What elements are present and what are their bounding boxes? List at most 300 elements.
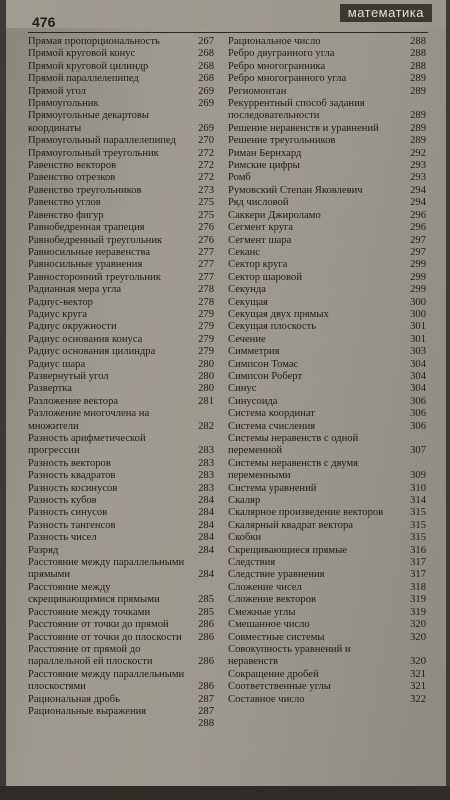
page-edge-shadow [0,786,450,800]
index-entry-term: Равносильные уравнения [28,259,143,271]
index-entry-page: 278 [198,284,214,296]
index-entry-page: 284 [198,495,214,507]
index-entry [28,706,214,718]
index-entry-page: 294 [410,184,426,196]
index-entry-term: Смежные углы [228,606,296,618]
index-entry [228,284,426,296]
index-entry-page: 279 [198,321,214,333]
index-entry-page: 283 [198,457,214,469]
index-entry [28,98,214,110]
running-head-section: математика [340,4,432,22]
index-entry-term: Радиус основания конуса [28,333,143,345]
index-entry-term: Расстояние от точки до прямой [28,619,169,631]
index-entry-term: Прямоугольный параллелепипед [28,135,176,147]
page-number: 476 [32,14,56,30]
index-entry-term: Следствия [228,557,276,569]
index-entry [28,334,214,346]
index-entry-term: Прямой круговой цилиндр [28,60,149,72]
index-entry-page: 289 [410,110,426,122]
index-entry-page: 289 [410,122,426,134]
index-entry-page: 294 [410,197,426,209]
index-entry-page: 277 [198,271,214,283]
index-entry-term: Решение треугольников [228,135,336,147]
index-entry [228,321,426,333]
index-entry [228,582,426,594]
index-entry-term: Саккери Джироламо [228,209,321,221]
index-entry-term: Секанс [228,246,260,258]
index-entry [228,359,426,371]
index-entry [228,532,426,544]
index-entry-term: Синусоида [228,395,278,407]
index-entry-term: Сектор шаровой [228,271,302,283]
index-entry-term: Расстояние между скрещивающимися прямыми [28,581,160,606]
index-entry-page: 278 [198,296,214,308]
index-entry-term: Система уравнений [228,482,317,494]
index-entry-page: 267 [198,36,214,47]
index-entry [28,495,214,507]
index-entry-page: 283 [198,482,214,494]
index-entry-page: 288 [410,48,426,60]
index-entry [28,48,214,60]
index-entry-page: 306 [410,420,426,432]
index-entry [228,135,426,147]
index-entry-term: Синус [228,383,257,395]
index-entry [28,619,214,631]
index-entry [228,172,426,184]
index-entry-term: Составное число [228,693,305,705]
index-entry-page: 270 [198,135,214,147]
index-entry-term: Прямой круговой конус [28,48,136,60]
index-entry-term: Расстояние между точками [28,606,151,618]
index-entry-term: Сегмент круга [228,222,294,234]
index-entry-term: Сложение векторов [228,594,316,606]
index-entry [228,669,426,681]
index-entry-page: 276 [198,234,214,246]
index-entry [228,148,426,160]
index-entry [228,632,426,644]
index-entry [228,383,426,395]
index-entry-page: 297 [410,246,426,258]
index-entry-term: Разность косинусов [28,482,118,494]
index-entry-page: 300 [410,296,426,308]
index-entry-page: 299 [410,259,426,271]
index-entry-page: 286 [198,631,214,643]
index-entry [228,86,426,98]
index-entry-term: Прямоугольные декартовы координаты [28,110,150,134]
index-entry-term: Ромб [228,172,251,184]
index-entry-page: 309 [410,470,426,482]
index-entry [228,507,426,519]
index-entry [28,135,214,147]
index-entry-term: Ряд числовой [228,197,289,209]
index-entry [228,297,426,309]
index-entry-term: Следствие уравнения [228,569,325,581]
index-entry [228,210,426,222]
index-entry [28,520,214,532]
index-entry [228,396,426,408]
index-entry-term: Рекуррентный способ задания последовательности [228,98,365,122]
index-entry-term: Симметрия [228,346,280,358]
index-entry [28,222,214,234]
index-entry-term: Ребро двугранного угла [228,48,335,60]
index-entry-page: 272 [198,160,214,172]
index-entry-page: 321 [410,668,426,680]
index-entry-page: 277 [198,246,214,258]
index-entry [228,123,426,135]
index-entry [28,632,214,644]
index-entry [28,197,214,209]
index-entry [28,235,214,247]
index-entry-term: Скалярный квадрат вектора [228,519,353,531]
index-entry-page: 269 [198,98,214,110]
index-entry-page: 300 [410,308,426,320]
index-entry-term: Симпсон Томас [228,358,299,370]
index-entry [228,98,426,123]
index-entry [228,458,426,483]
book-page [6,0,446,790]
index-entry-page: 306 [410,408,426,420]
index-entry-page: 287 [198,693,214,705]
index-entry-term: Равенство фигур [28,209,104,221]
index-entry-term: Равенство отрезков [28,172,116,184]
index-entry-page: 275 [198,209,214,221]
index-entry [28,185,214,197]
index-entry [228,545,426,557]
index-entry-page: 293 [410,172,426,184]
index-entry [28,359,214,371]
index-entry-term: Радиус-вектор [28,296,93,308]
page-header [6,0,446,28]
index-entry [228,421,426,433]
index-entry-page: 284 [198,569,214,581]
index-entry [28,718,214,730]
index-entry-term: Прямая пропорциональность [28,36,160,47]
index-entry-term: Ребро многогранного угла [228,73,347,85]
index-entry-page: 310 [410,482,426,494]
index-entry [28,172,214,184]
index-entry [228,644,426,669]
index-entry-term: Секущая двух прямых [228,308,329,320]
index-entry [228,334,426,346]
index-entry [28,408,214,433]
index-entry [228,433,426,458]
index-entry-term: Сегмент шара [228,234,292,246]
index-entry-page: 319 [410,594,426,606]
index-entry-term: Разложение вектора [28,395,119,407]
index-entry-term: Разность арифметической прогрессии [28,433,146,457]
index-entry [28,694,214,706]
index-entry [28,247,214,259]
index-entry-term: Прямоугольный треугольник [28,147,159,159]
index-entry-term: Система координат [228,408,315,420]
index-entry-page: 320 [410,656,426,668]
index-entry-page: 322 [410,693,426,705]
index-entry-page: 286 [198,619,214,631]
index-entry-page: 304 [410,358,426,370]
index-entry-page: 320 [410,631,426,643]
index-entry-page: 280 [198,358,214,370]
index-entry-page: 296 [410,209,426,221]
index-entry [28,607,214,619]
index-entry-term: Равнобедренная трапеция [28,222,145,234]
index-entry [28,36,214,48]
index-entry [228,48,426,60]
index-entry [228,483,426,495]
index-entry-term: Разность тангенсов [28,519,116,531]
index-entry-page: 284 [198,507,214,519]
index-entry-page: 320 [410,619,426,631]
index-entry [28,470,214,482]
index-entry-page: 315 [410,532,426,544]
index-entry-page: 279 [198,308,214,320]
index-entry [28,297,214,309]
index-entry [28,371,214,383]
index-entry-page: 301 [410,333,426,345]
index-entry-term: Решение неравенств и уравнений [228,122,379,134]
index-entry-term: Сокращение дробей [228,668,319,680]
index-entry [228,520,426,532]
index-entry-term: Радиус круга [28,308,87,320]
index-entry-term: Разложение многочлена на множители [28,408,150,432]
index-entry [228,160,426,172]
index-entry-page: 286 [198,681,214,693]
index-entry [228,569,426,581]
index-entry [228,259,426,271]
index-entry [28,532,214,544]
index-entry-page: 284 [198,544,214,556]
index-entry-term: Прямой угол [28,85,86,97]
index-entry-term: Региомонтан [228,85,287,97]
index-entry [28,321,214,333]
index-entry-term: Риман Бернхард [228,147,302,159]
index-entry-term: Совместные системы [228,631,325,643]
index-entry [28,557,214,582]
index-entry-page: 288 [410,36,426,47]
index-entry-page: 292 [410,147,426,159]
index-column-left [28,36,214,731]
index-entry [228,61,426,73]
index-entry-term: Сектор круга [228,259,288,271]
index-entry-term: Скалярное произведение векторов [228,507,384,519]
index-entry [28,396,214,408]
index-entry-page: 277 [198,259,214,271]
index-entry-term: Разность синусов [28,507,108,519]
index-entry [28,458,214,470]
index-entry-term: Расстояние между параллельными прямыми [28,557,185,581]
header-rule [28,32,428,33]
index-entry-term: Разряд [28,544,59,556]
index-entry-page: 269 [198,122,214,134]
index-entry-page: 284 [198,519,214,531]
index-entry-page: 280 [198,370,214,382]
index-entry [28,272,214,284]
index-entry-page: 306 [410,395,426,407]
index-entry-page: 284 [198,532,214,544]
index-entry-page: 314 [410,495,426,507]
index-entry-page: 268 [198,48,214,60]
index-entry [28,210,214,222]
index-entry [28,582,214,607]
index-entry-page: 285 [198,594,214,606]
index-entry [228,495,426,507]
index-entry-page: 299 [410,284,426,296]
index-entry [228,371,426,383]
index-entry-page: 279 [198,346,214,358]
index-entry [28,433,214,458]
index-entry [228,346,426,358]
index-entry-term: Равнобедренный треугольник [28,234,163,246]
index-entry [28,483,214,495]
index-entry-page: 285 [198,606,214,618]
index-entry-term: Равносторонний треугольник [28,271,161,283]
index-entry [28,148,214,160]
index-entry-term: Совокупность уравнений и неравенств [228,643,351,668]
index-entry-term: Рациональная дробь [28,693,120,705]
index-entry-page: 304 [410,383,426,395]
index-entry-term: Разность чисел [28,532,97,544]
index-entry-term: Равенство треугольников [28,184,142,196]
index-entry-page: 283 [198,470,214,482]
index-entry-term: Развернутый угол [28,370,109,382]
index-entry-term: Соответственные углы [228,681,331,693]
index-entry-page: 299 [410,271,426,283]
index-entry [28,284,214,296]
index-entry-term: Системы неравенств с двумя переменными [228,457,359,482]
index-entry-page: 297 [410,234,426,246]
index-entry-page: 268 [198,60,214,72]
index-entry [228,235,426,247]
index-entry-page: 293 [410,160,426,172]
index-entry-page: 296 [410,222,426,234]
index-entry-page: 275 [198,197,214,209]
index-entry-page: 279 [198,333,214,345]
index-entry [28,73,214,85]
index-entry-page: 303 [410,346,426,358]
index-entry [228,247,426,259]
index-entry [228,557,426,569]
index-entry-term: Румовский Степан Яковлевич [228,184,363,196]
index-entry [28,309,214,321]
index-entry-term: Развертка [28,383,72,395]
index-entry-term: Расстояние от точки до плоскости [28,631,182,643]
index-entry-term: Радианная мера угла [28,284,122,296]
index-entry-term: Сечение [228,333,266,345]
index-entry-page: 318 [410,581,426,593]
index-entry-page: 269 [198,85,214,97]
index-entry-term: Система счисления [228,420,316,432]
index-entry-term: Прямоугольник [28,98,99,110]
index-entry [228,619,426,631]
index-entry-page: 315 [410,519,426,531]
index-entry-term: Скобки [228,532,262,544]
index-entry-page: 286 [198,656,214,668]
index-entry-term: Системы неравенств с одной переменной [228,433,359,457]
index-entry-page: 307 [410,445,426,457]
index-entry [28,669,214,694]
index-entry-page: 280 [198,383,214,395]
index-entry-term: Разность квадратов [28,470,116,482]
index-entry-page: 288 [410,60,426,72]
index-entry [228,681,426,693]
index-entry-page: 315 [410,507,426,519]
index-entry-term: Сложение чисел [228,581,302,593]
index-entry-term: Разность кубов [28,495,97,507]
index-entry [28,61,214,73]
index-entry-page: 289 [410,85,426,97]
index-entry-term: Рациональное число [228,36,321,47]
index-entry-page: 317 [410,557,426,569]
index-entry-term: Секущая [228,296,268,308]
index-entry [28,545,214,557]
index-entry [28,383,214,395]
index-entry-page: 272 [198,172,214,184]
index-entry-term: Равносильные неравенства [28,246,151,258]
index-entry-term: Симпсон Роберт [228,370,303,382]
index-entry [228,694,426,706]
index-entry-term: Смешанное число [228,619,310,631]
index-entry-term: Радиус основания цилиндра [28,346,156,358]
index-entry-term: Расстояние от прямой до параллельной ей плоскости [28,643,153,668]
index-entry [228,185,426,197]
index-entry-term: Рациональные выражения [28,705,147,717]
index-entry [28,259,214,271]
index-entry [228,607,426,619]
index-entry-term: Равенство векторов [28,160,117,172]
index-entry [228,73,426,85]
index-entry-page: 319 [410,606,426,618]
index-entry-term: Разность векторов [28,457,111,469]
index-column-right [228,36,426,706]
index-entry-term: Расстояние между параллельными плоскостями [28,668,185,693]
index-entry [228,309,426,321]
index-entry-page: 317 [410,569,426,581]
index-entry-term: Скрещивающиеся прямые [228,544,347,556]
index-entry-page: 321 [410,681,426,693]
index-entry [28,110,214,135]
index-entry-page: 273 [198,184,214,196]
index-entry [28,346,214,358]
index-entry [228,408,426,420]
index-entry [28,160,214,172]
index-entry-page: 301 [410,321,426,333]
index-entry [28,644,214,669]
index-entry-term: Секунда [228,284,266,296]
index-entry-term: Прямой параллелепипед [28,73,139,85]
index-entry [228,594,426,606]
index-entry [228,36,426,48]
index-entry-page: 272 [198,147,214,159]
index-entry-page: 316 [410,544,426,556]
index-entry [228,197,426,209]
index-entry [228,222,426,234]
index-entry-term: Ребро многогранника [228,60,326,72]
index-entry-term: Скаляр [228,495,261,507]
index-entry-page: 287 [198,705,214,717]
index-entry-term: Радиус шара [28,358,86,370]
index-entry-term: Секущая плоскость [228,321,317,333]
index-entry-term: Римские цифры [228,160,300,172]
index-entry-term: Радиус окружности [28,321,117,333]
index-entry-page: 276 [198,222,214,234]
index-entry [28,86,214,98]
index-entry-page: 281 [198,395,214,407]
index-entry-page: 268 [198,73,214,85]
index-entry-page: 289 [410,73,426,85]
index-entry-term: Равенство углов [28,197,101,209]
index-entry [228,272,426,284]
index-entry-page: 288 [198,718,214,730]
index-entry-page: 289 [410,135,426,147]
